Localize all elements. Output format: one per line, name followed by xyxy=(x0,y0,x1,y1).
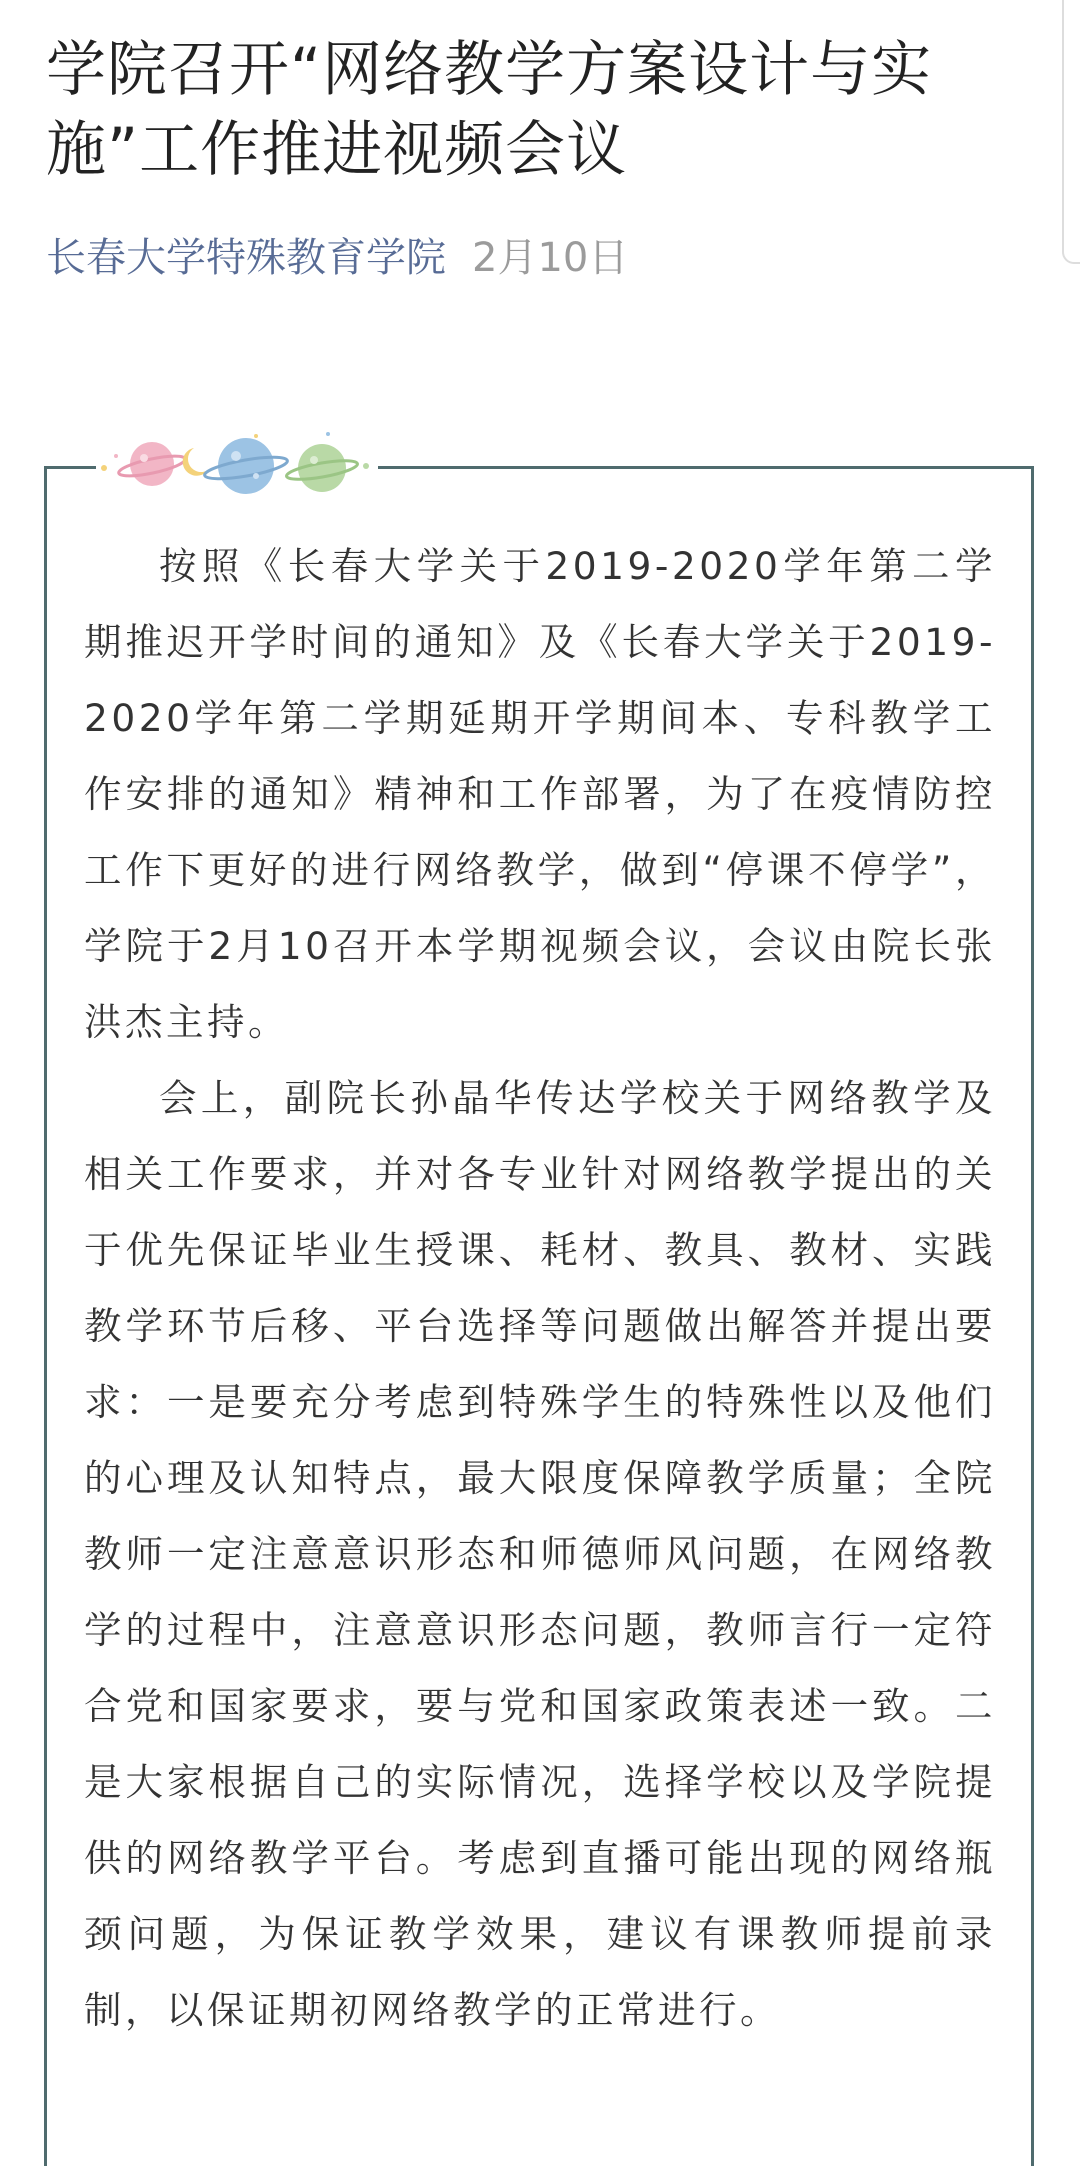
planets-decoration-icon xyxy=(96,418,378,508)
article-meta xyxy=(46,230,628,286)
article-body xyxy=(84,528,996,2048)
author-link[interactable]: 长春大学特殊教育学院 xyxy=(46,235,446,281)
paragraph: 按照《长春大学关于2019-2020学年第二学期推迟开学时间的通知》及《长春大学关于2019-2020学年第二学期延期开学期间本、专科教学工作安排的通知》精神和工作部署，为了在疫情防控工作下更好的进行网络教学，做到“停课不停学”，学院于2月10召开本学期视频会议，会议由院长张洪杰主持。 xyxy=(84,544,996,1044)
side-panel-edge xyxy=(1062,0,1080,264)
article-title: 学院召开“网络教学方案设计与实施”工作推进视频会议 xyxy=(46,35,933,185)
publish-date: 2月10日 xyxy=(472,235,629,281)
paragraph: 会上，副院长孙晶华传达学校关于网络教学及相关工作要求，并对各专业针对网络教学提出的关于优先保证毕业生授课、耗材、教具、教材、实践教学环节后移、平台选择等问题做出解答并提出要求：一是要充分考虑到特殊学生的特殊性以及他们的心理及认知特点，最大限度保障教学质量；全院教师一定注意意识形态和师德师风问题，在网络教学的过程中，注意意识形态问题，教师言行一定符合党和国家要求，要与党和国家政策表述一致。二是大家根据自己的实际情况，选择学校以及学院提供的网络教学平台。考虑到直播可能出现的网络瓶颈问题，为保证教学效果，建议有课教师提前录制，以保证期初网络教学的正常进行。 xyxy=(84,1076,996,2032)
